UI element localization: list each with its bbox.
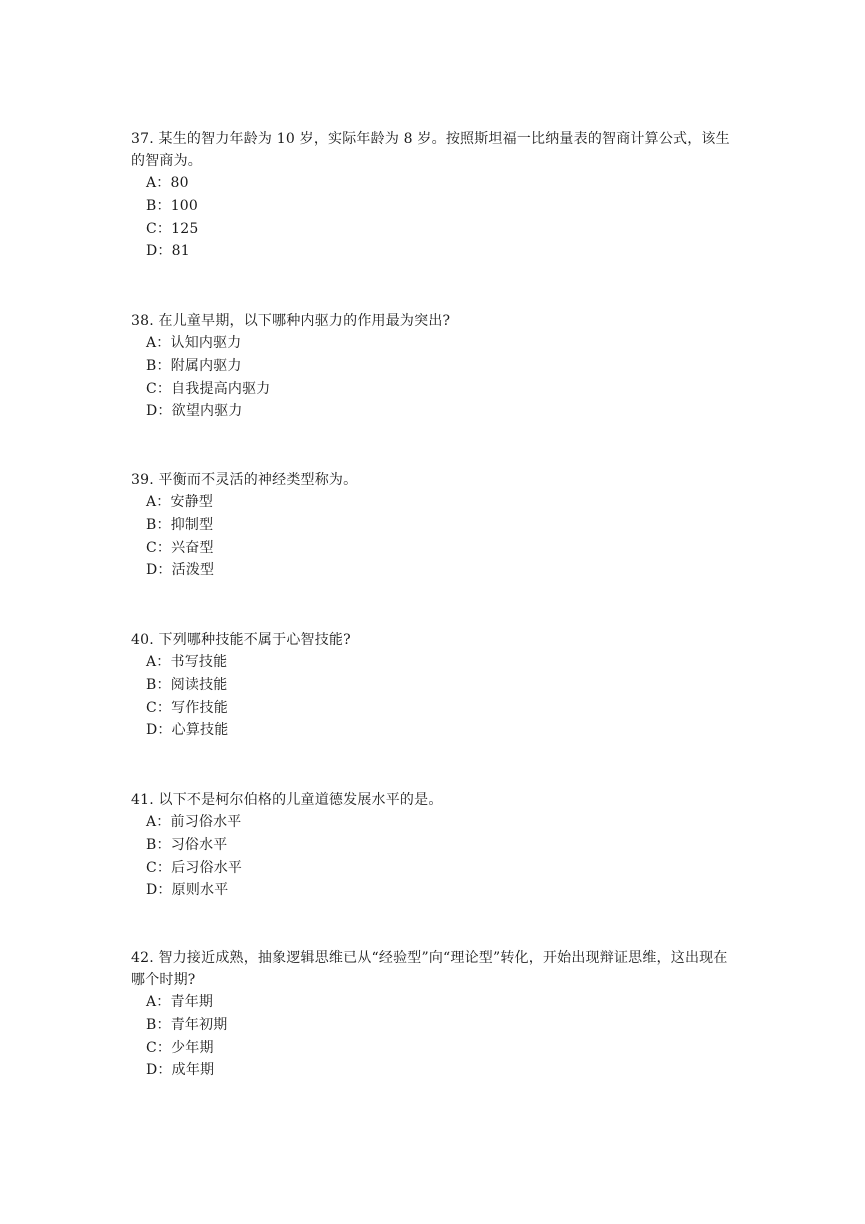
- option-a: A：安静型: [146, 494, 214, 510]
- option-c: C：后习俗水平: [146, 859, 243, 876]
- question-40: [131, 629, 741, 742]
- option-c: C：写作技能: [146, 699, 228, 716]
- option-a: A：认知内驱力: [146, 335, 242, 351]
- question-37: [131, 128, 741, 263]
- option-b: B：附属内驱力: [146, 357, 242, 374]
- option-b: B：抑制型: [146, 516, 214, 533]
- question-text: 37. 某生的智力年龄为 10 岁，实际年龄为 8 岁。按照斯坦福一比纳量表的智商计算公式，该生的智商为。: [131, 131, 730, 169]
- option-list: [131, 811, 741, 902]
- option-d: D：81: [146, 243, 190, 260]
- question-text: 38. 在儿童早期，以下哪种内驱力的作用最为突出?: [131, 313, 451, 329]
- option-c: C：自我提高内驱力: [146, 380, 271, 397]
- option-list: [131, 991, 741, 1082]
- option-d: D：心算技能: [146, 722, 229, 739]
- option-c: C：兴奋型: [146, 539, 214, 556]
- option-a: A：80: [146, 175, 189, 191]
- question-text: 41. 以下不是柯尔伯格的儿童道德发展水平的是。: [131, 792, 443, 808]
- option-a: A：前习俗水平: [146, 814, 242, 830]
- question-41: [131, 789, 741, 902]
- question-39: [131, 469, 741, 582]
- question-text: 39. 平衡而不灵活的神经类型称为。: [131, 472, 358, 488]
- option-a: A：青年期: [146, 994, 214, 1010]
- option-list: [131, 491, 741, 582]
- option-b: B：100: [146, 197, 199, 214]
- option-list: [131, 332, 741, 423]
- question-42: [131, 947, 741, 1082]
- question-text: 42. 智力接近成熟，抽象逻辑思维已从“经验型”向“理论型”转化，开始出现辩证思维，这出现在哪个时期?: [131, 950, 728, 988]
- option-c: C：125: [146, 220, 199, 237]
- option-c: C：少年期: [146, 1039, 214, 1056]
- option-b: B：阅读技能: [146, 676, 228, 693]
- option-d: D：欲望内驱力: [146, 403, 243, 420]
- question-38: [131, 310, 741, 423]
- option-a: A：书写技能: [146, 654, 228, 670]
- option-b: B：习俗水平: [146, 836, 228, 853]
- option-d: D：活泼型: [146, 562, 215, 579]
- option-d: D：原则水平: [146, 882, 229, 899]
- option-b: B：青年初期: [146, 1016, 228, 1033]
- option-list: [131, 651, 741, 742]
- option-list: [131, 172, 741, 263]
- question-text: 40. 下列哪种技能不属于心智技能?: [131, 632, 351, 648]
- option-d: D：成年期: [146, 1062, 215, 1079]
